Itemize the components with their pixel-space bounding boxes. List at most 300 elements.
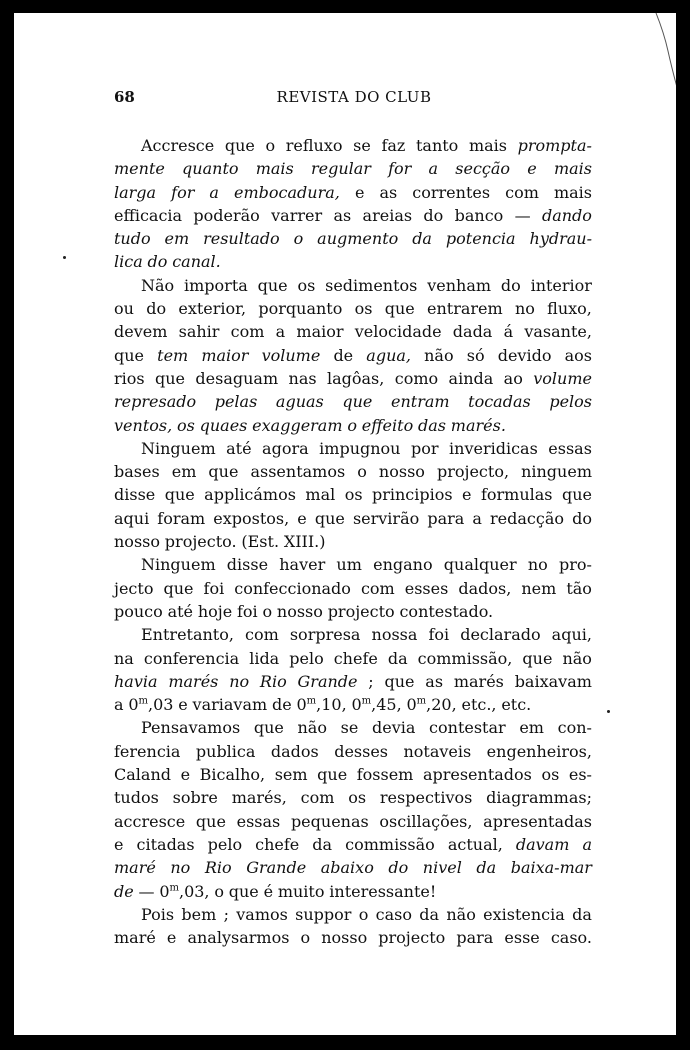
word: projecto xyxy=(378,928,446,948)
word: foi xyxy=(203,578,225,598)
word: aqui xyxy=(114,508,150,528)
text-line xyxy=(114,810,592,833)
word: — xyxy=(138,881,155,901)
word: jecto xyxy=(114,578,154,598)
text-line xyxy=(114,623,592,646)
word: por xyxy=(410,438,439,458)
word: do xyxy=(147,252,168,272)
word: hoje xyxy=(197,601,233,621)
word: só xyxy=(466,345,485,365)
word: sahir xyxy=(178,322,220,342)
word: interessante! xyxy=(329,881,437,901)
text-line xyxy=(114,740,592,763)
word: o xyxy=(357,462,367,482)
word: conferencia xyxy=(143,648,240,668)
word: nosso xyxy=(114,532,160,552)
word: oscillações, xyxy=(379,811,473,831)
word: que xyxy=(208,462,239,482)
word: commissão xyxy=(345,834,435,854)
word: de xyxy=(271,695,292,715)
word: caso. xyxy=(550,928,592,948)
word: fluxo, xyxy=(547,299,592,319)
word: volume xyxy=(533,368,592,388)
word: ou xyxy=(114,299,134,319)
word: analysarmos xyxy=(187,928,290,948)
word: chefe xyxy=(255,834,300,854)
text-line xyxy=(114,833,592,856)
word: que xyxy=(155,368,186,388)
word: a xyxy=(275,322,286,342)
word: contestado. xyxy=(399,601,494,621)
word: pouco xyxy=(114,601,163,621)
text-line xyxy=(114,693,592,716)
word: Rio xyxy=(204,858,232,878)
word: for xyxy=(171,182,195,202)
word: que xyxy=(384,299,415,319)
word: ninguem xyxy=(521,462,592,482)
word: principios xyxy=(371,485,453,505)
text-line xyxy=(114,204,592,227)
word: do xyxy=(388,858,409,878)
word: para xyxy=(456,928,494,948)
word: represado xyxy=(114,392,197,412)
text-line xyxy=(114,856,592,879)
word: agora xyxy=(262,438,309,458)
word: marés xyxy=(168,671,219,691)
text-line xyxy=(114,367,592,390)
word: de xyxy=(333,345,354,365)
word: diagrammas; xyxy=(486,788,592,808)
word: do xyxy=(500,275,521,295)
word: o xyxy=(347,415,357,435)
word: da xyxy=(419,904,440,924)
word: até xyxy=(226,438,252,458)
word: os xyxy=(541,765,560,785)
word: devem xyxy=(114,322,168,342)
text-line xyxy=(114,553,592,576)
word: dada xyxy=(452,322,493,342)
word: no xyxy=(170,858,191,878)
word: Accresce xyxy=(141,136,215,155)
text-line xyxy=(114,716,592,739)
text-line xyxy=(114,414,592,437)
word: Ninguem xyxy=(141,438,216,458)
text-line xyxy=(114,926,592,949)
word: poderão xyxy=(193,205,260,225)
word: existencia xyxy=(483,904,565,924)
word: sobre xyxy=(172,788,218,808)
word: que xyxy=(164,485,195,505)
word: ; xyxy=(368,671,374,691)
page-crease-mark xyxy=(654,13,676,93)
word: em xyxy=(171,462,197,482)
word: sem xyxy=(274,765,308,785)
word: bem xyxy=(181,904,217,924)
word: applicámos xyxy=(204,485,296,505)
word: esse xyxy=(504,928,540,948)
word: mais xyxy=(255,159,294,179)
word: foi xyxy=(428,625,450,645)
word: as xyxy=(379,182,398,202)
word: rios xyxy=(114,368,145,388)
word: 0$^m$,03, xyxy=(159,881,210,901)
word: mais xyxy=(468,136,507,155)
word: nosso xyxy=(378,462,425,482)
word: disse xyxy=(226,555,269,575)
word: variavam xyxy=(192,695,268,715)
word: Não xyxy=(141,275,175,295)
word: tocadas xyxy=(468,392,531,412)
text-line xyxy=(114,903,592,926)
word: havia xyxy=(114,671,158,691)
word: potencia xyxy=(445,229,516,249)
word: os xyxy=(344,485,363,505)
word: 0$^m$,45, xyxy=(351,695,402,715)
word: as xyxy=(425,671,444,691)
word: — xyxy=(514,205,531,225)
word: dando xyxy=(541,205,592,225)
text-line xyxy=(114,483,592,506)
word: inveridicas xyxy=(449,438,538,458)
word: ferencia xyxy=(114,741,181,761)
word: actual, xyxy=(447,834,503,854)
word: con- xyxy=(557,718,592,738)
text-line xyxy=(114,181,592,204)
word: engano xyxy=(373,555,433,575)
word: pelos xyxy=(549,392,592,412)
text-line xyxy=(114,297,592,320)
word: for xyxy=(388,159,412,179)
word: 0$^m$,10, xyxy=(296,695,347,715)
word: redacção xyxy=(490,508,564,528)
word: velocidade xyxy=(354,322,442,342)
word: essas xyxy=(236,811,281,831)
word: que xyxy=(317,765,348,785)
word: banco xyxy=(454,205,504,225)
ink-speck xyxy=(607,710,610,713)
word: exterior, xyxy=(178,299,247,319)
word: em xyxy=(164,229,190,249)
word: Entretanto, xyxy=(141,625,234,645)
word: tudos xyxy=(114,788,159,808)
word: declarado xyxy=(460,625,541,645)
word: apresentados xyxy=(422,765,532,785)
word: citadas xyxy=(136,834,195,854)
word: tanto xyxy=(415,136,459,155)
word: agua, xyxy=(366,345,411,365)
word: mais xyxy=(553,182,592,202)
word: maior xyxy=(296,322,344,342)
word: a xyxy=(114,695,124,715)
word: que xyxy=(561,485,592,505)
word: contestar xyxy=(429,718,506,738)
word: lida xyxy=(249,648,280,668)
word: caso xyxy=(375,904,412,924)
word: essas xyxy=(548,438,592,458)
word: que xyxy=(522,648,553,668)
word: com xyxy=(300,788,335,808)
word: aos xyxy=(564,345,592,365)
word: das xyxy=(418,415,446,435)
text-line xyxy=(114,250,592,273)
word: Rio xyxy=(259,671,287,691)
word: nossa xyxy=(371,625,418,645)
word: nosso xyxy=(276,601,323,621)
word: larga xyxy=(114,182,157,202)
word: não xyxy=(297,718,327,738)
word: a xyxy=(582,834,592,854)
word: efficacia xyxy=(114,205,183,225)
word: davam xyxy=(515,834,570,854)
text-line xyxy=(114,647,592,670)
word: com xyxy=(230,322,265,342)
body-text xyxy=(114,134,592,949)
word: secção xyxy=(455,159,511,179)
word: Pois xyxy=(141,904,175,924)
word: nivel xyxy=(422,858,462,878)
word: quanto xyxy=(182,159,239,179)
word: no xyxy=(514,299,535,319)
word: publica xyxy=(195,741,256,761)
text-line xyxy=(114,670,592,693)
word: que xyxy=(228,881,259,901)
word: mais xyxy=(553,159,592,179)
word: pelo xyxy=(289,648,324,668)
word: e xyxy=(462,485,472,505)
word: dados, xyxy=(458,578,512,598)
word: areias xyxy=(362,205,413,225)
word: exaggeram xyxy=(252,415,343,435)
word: os xyxy=(176,415,195,435)
word: (Est. xyxy=(241,532,280,552)
text-line xyxy=(114,786,592,809)
word: effeito xyxy=(361,415,414,435)
word: e xyxy=(180,765,191,785)
text-line xyxy=(114,344,592,367)
word: entrarem xyxy=(427,299,503,319)
word: maré xyxy=(114,928,156,948)
word: que xyxy=(195,811,226,831)
word: augmento xyxy=(317,229,399,249)
text-line xyxy=(114,320,592,343)
word: correntes xyxy=(412,182,491,202)
text-line xyxy=(114,274,592,297)
word: maior xyxy=(201,345,249,365)
word: Caland xyxy=(114,765,171,785)
word: se xyxy=(353,136,371,155)
word: um xyxy=(336,555,362,575)
text-line xyxy=(114,390,592,413)
word: e xyxy=(166,928,177,948)
word: nem xyxy=(521,578,557,598)
word: servirão xyxy=(352,508,420,528)
word: esses xyxy=(404,578,449,598)
word: ; xyxy=(223,904,229,924)
word: Bicalho, xyxy=(199,765,266,785)
word: foram xyxy=(157,508,206,528)
word: hydrau- xyxy=(529,229,592,249)
word: expostos, xyxy=(213,508,290,528)
word: a xyxy=(428,159,439,179)
word: para xyxy=(427,508,465,528)
word: pro- xyxy=(558,555,592,575)
word: sedimentos xyxy=(325,275,418,295)
word: no xyxy=(527,555,548,575)
word: é xyxy=(263,881,274,901)
word: importa xyxy=(184,275,248,295)
word: aqui, xyxy=(551,625,592,645)
word: venham xyxy=(427,275,492,295)
word: da xyxy=(312,834,333,854)
word: aguas xyxy=(275,392,324,412)
word: marés. xyxy=(450,415,506,435)
word: nas xyxy=(288,368,317,388)
word: com xyxy=(360,578,395,598)
running-title: REVISTA DO CLUB xyxy=(276,88,432,106)
page-header xyxy=(114,88,594,112)
word: o xyxy=(358,904,369,924)
text-line xyxy=(114,507,592,530)
word: a xyxy=(209,182,219,202)
word: que xyxy=(253,718,284,738)
word: embocadura, xyxy=(234,182,340,202)
word: os xyxy=(297,275,316,295)
word: da xyxy=(387,648,408,668)
word: na xyxy=(114,648,134,668)
word: dados xyxy=(270,741,319,761)
word: a xyxy=(472,508,482,528)
word: ainda xyxy=(448,368,494,388)
text-line xyxy=(114,600,592,623)
word: assentamos xyxy=(250,462,346,482)
word: respectivos xyxy=(379,788,473,808)
text-line xyxy=(114,880,592,903)
word: não xyxy=(424,345,454,365)
word: ventos, xyxy=(114,415,173,435)
word: fossem xyxy=(356,765,414,785)
word: commissão, xyxy=(417,648,513,668)
word: o xyxy=(214,881,224,901)
word: volume xyxy=(261,345,321,365)
word: maré xyxy=(114,858,156,878)
word: faz xyxy=(381,136,406,155)
word: mal xyxy=(305,485,336,505)
word: como xyxy=(394,368,439,388)
word: pelo xyxy=(207,834,243,854)
word: interior xyxy=(530,275,592,295)
word: com xyxy=(505,182,539,202)
word: se xyxy=(340,718,359,738)
word: não xyxy=(446,904,476,924)
ink-speck xyxy=(63,256,66,259)
word: quaes xyxy=(199,415,248,435)
word: accresce xyxy=(114,811,186,831)
word: do xyxy=(146,299,167,319)
word: bases xyxy=(114,462,160,482)
word: 0$^m$,20, xyxy=(406,695,457,715)
word: desses xyxy=(334,741,389,761)
word: canal. xyxy=(172,252,221,272)
word: que xyxy=(384,671,415,691)
word: apresentadas xyxy=(483,811,592,831)
word: refluxo xyxy=(285,136,343,155)
word: da xyxy=(572,904,592,924)
word: tudo xyxy=(114,229,151,249)
word: projecto, xyxy=(436,462,510,482)
word: haver xyxy=(279,555,326,575)
word: Ninguem xyxy=(141,555,216,575)
word: chefe xyxy=(333,648,378,668)
text-line xyxy=(114,157,592,180)
word: Grande xyxy=(297,671,358,691)
word: nosso xyxy=(321,928,368,948)
word: com xyxy=(245,625,279,645)
word: ao xyxy=(503,368,523,388)
text-line xyxy=(114,530,592,553)
word: prompta- xyxy=(517,136,592,155)
text-line xyxy=(114,134,592,157)
word: suppor xyxy=(295,904,352,924)
word: que xyxy=(314,508,345,528)
word: o xyxy=(300,928,311,948)
word: em xyxy=(519,718,544,738)
word: o xyxy=(293,229,304,249)
word: e xyxy=(527,159,537,179)
word: não xyxy=(562,648,592,668)
word: projecto xyxy=(327,601,395,621)
word: no xyxy=(229,671,250,691)
book-page xyxy=(14,13,676,1035)
word: os xyxy=(354,299,373,319)
word: e xyxy=(297,508,307,528)
word: devia xyxy=(371,718,416,738)
text-line xyxy=(114,437,592,460)
word: foi xyxy=(236,601,258,621)
word: e xyxy=(354,182,365,202)
word: engenheiros, xyxy=(486,741,592,761)
word: entram xyxy=(390,392,450,412)
word: que xyxy=(342,392,373,412)
text-line xyxy=(114,763,592,786)
word: da xyxy=(476,858,497,878)
word: o xyxy=(265,136,276,155)
word: lica xyxy=(114,252,143,272)
word: Pensavamos xyxy=(141,718,241,738)
word: qualquer xyxy=(443,555,517,575)
word: varrer xyxy=(271,205,323,225)
word: abaixo xyxy=(320,858,374,878)
word: muito xyxy=(277,881,325,901)
word: que xyxy=(224,136,255,155)
word: que xyxy=(163,578,194,598)
word: os xyxy=(348,788,367,808)
word: formulas xyxy=(480,485,553,505)
word: e xyxy=(178,695,188,715)
word: até xyxy=(167,601,194,621)
word: vamos xyxy=(236,904,288,924)
word: regular xyxy=(310,159,371,179)
word: etc. xyxy=(501,695,532,715)
word: resultado xyxy=(203,229,280,249)
word: baixa-mar xyxy=(510,858,592,878)
word: Grande xyxy=(246,858,307,878)
word: porquanto xyxy=(258,299,343,319)
word: do xyxy=(572,508,592,528)
word: da xyxy=(412,229,432,249)
word: que xyxy=(114,345,145,365)
word: confeccionado xyxy=(234,578,351,598)
word: etc., xyxy=(461,695,497,715)
